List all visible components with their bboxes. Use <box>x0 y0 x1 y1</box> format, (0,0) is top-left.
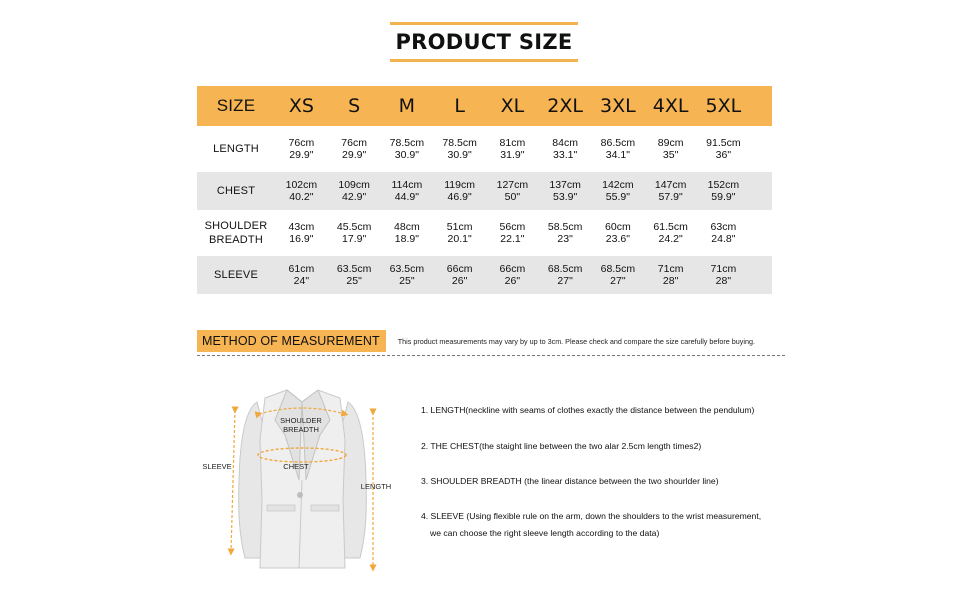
cell-inch: 30.9" <box>394 149 419 161</box>
table-cell <box>592 137 645 161</box>
table-row <box>197 214 772 252</box>
cell-cm: 66cm <box>499 263 526 275</box>
cell-cm: 91.5cm <box>706 137 741 149</box>
jacket-illustration <box>195 380 410 590</box>
table-cell <box>381 221 434 245</box>
size-4xl: 4XL <box>652 95 689 117</box>
table-cell <box>328 179 381 203</box>
shoulder-label-1: SHOULDER <box>280 416 322 425</box>
dashed-divider <box>197 355 785 356</box>
cell-inch: 42.9" <box>342 191 367 203</box>
table-cell <box>486 137 539 161</box>
cell-cm: 76cm <box>341 137 367 149</box>
cell-cm: 43cm <box>288 221 315 233</box>
table-cell <box>539 179 592 203</box>
cell-cm: 78.5cm <box>389 137 425 149</box>
cell-cm: 71cm <box>710 263 737 275</box>
table-cell <box>539 137 592 161</box>
size-label: SIZE <box>216 96 256 115</box>
table-cell <box>486 263 539 287</box>
method-note: This product measurements may vary by up to 3cm. Please check and compare the size carefully before buying. <box>397 336 755 346</box>
table-cell <box>275 263 328 287</box>
cell-cm: 86.5cm <box>600 137 636 149</box>
table-cell <box>433 137 486 161</box>
table-cell <box>644 221 697 245</box>
cell-inch: 50" <box>504 191 521 203</box>
cell-inch: 25" <box>346 275 362 287</box>
cell-cm: 66cm <box>446 263 473 275</box>
cell-inch: 34.1" <box>605 149 630 161</box>
cell-inch: 55.9" <box>605 191 630 203</box>
shoulder-label-2: BREADTH <box>283 425 319 434</box>
table-cell <box>644 179 697 203</box>
cell-inch: 16.9" <box>289 233 314 245</box>
cell-inch: 24.8" <box>711 233 736 245</box>
cell-cm: 58.5cm <box>547 221 583 233</box>
size-5xl: 5XL <box>705 95 742 117</box>
cell-inch: 30.9" <box>447 149 472 161</box>
table-row <box>197 256 772 294</box>
cell-inch: 24.2" <box>658 233 683 245</box>
table-cell <box>275 179 328 203</box>
cell-cm: 127cm <box>496 179 529 191</box>
step-shoulder: 3. SHOULDER BREADTH (the linear distance between the two shourlder line) <box>421 476 719 486</box>
cell-inch: 26" <box>504 275 521 287</box>
table-cell <box>433 221 486 245</box>
size-m: M <box>398 95 416 117</box>
cell-cm: 63cm <box>710 221 737 233</box>
cell-inch: 35" <box>662 149 679 161</box>
cell-cm: 51cm <box>446 221 473 233</box>
cell-inch: 27" <box>610 275 626 287</box>
chest-label: CHEST <box>283 462 309 471</box>
cell-inch: 46.9" <box>447 191 472 203</box>
cell-cm: 114cm <box>391 179 423 191</box>
cell-inch: 28" <box>715 275 732 287</box>
cell-cm: 84cm <box>552 137 578 149</box>
cell-inch: 23.6" <box>605 233 630 245</box>
table-cell <box>381 263 434 287</box>
cell-cm: 152cm <box>707 179 740 191</box>
size-xl: XL <box>500 95 525 117</box>
cell-inch: 40.2" <box>289 191 314 203</box>
size-table <box>197 86 772 294</box>
cell-cm: 48cm <box>394 221 420 233</box>
table-cell <box>697 221 750 245</box>
page-title: PRODUCT SIZE <box>395 30 573 54</box>
cell-inch: 57.9" <box>658 191 683 203</box>
length-label: LENGTH <box>360 482 392 491</box>
cell-inch: 33.1" <box>553 149 578 161</box>
size-2xl: 2XL <box>547 95 583 117</box>
sleeve-label: SLEEVE <box>202 462 232 471</box>
cell-cm: 63.5cm <box>389 263 425 275</box>
table-cell <box>697 179 750 203</box>
jacket-diagram <box>195 380 410 590</box>
cell-inch: 29.9" <box>289 149 314 161</box>
step-sleeve-cont: we can choose the right sleeve length according to the data) <box>430 528 660 538</box>
cell-inch: 24" <box>293 275 310 287</box>
cell-inch: 27" <box>557 275 573 287</box>
cell-inch: 23" <box>557 233 573 245</box>
cell-cm: 71cm <box>657 263 684 275</box>
table-cell <box>539 263 592 287</box>
table-row <box>197 130 772 168</box>
table-cell <box>328 263 381 287</box>
cell-cm: 56cm <box>499 221 526 233</box>
cell-inch: 44.9" <box>394 191 419 203</box>
page-title-frame <box>390 22 578 62</box>
row-label-line: BREADTH <box>209 234 263 246</box>
size-s: S <box>348 95 361 117</box>
cell-inch: 59.9" <box>711 191 736 203</box>
row-label-line: SHOULDER <box>204 220 268 232</box>
cell-inch: 28" <box>662 275 679 287</box>
cell-cm: 81cm <box>499 137 526 149</box>
row-label <box>197 219 275 247</box>
cell-cm: 142cm <box>602 179 634 191</box>
step-length: 1. LENGTH(neckline with seams of clothes exactly the distance between the pendulum) <box>421 405 755 415</box>
cell-inch: 22.1" <box>500 233 525 245</box>
cell-inch: 25" <box>399 275 415 287</box>
cell-inch: 53.9" <box>553 191 578 203</box>
cell-cm: 137cm <box>549 179 581 191</box>
cell-cm: 68.5cm <box>600 263 636 275</box>
cell-inch: 17.9" <box>342 233 367 245</box>
cell-cm: 89cm <box>657 137 684 149</box>
table-cell <box>697 137 750 161</box>
cell-cm: 61.5cm <box>653 221 688 233</box>
cell-inch: 31.9" <box>500 149 525 161</box>
cell-inch: 20.1" <box>447 233 472 245</box>
cell-cm: 45.5cm <box>336 221 372 233</box>
size-l: L <box>454 95 465 117</box>
step-sleeve: 4. SLEEVE (Using flexible rule on the arm, down the shoulders to the wrist measurement, <box>421 511 762 521</box>
table-cell <box>381 179 434 203</box>
row-label: CHEST <box>216 185 256 197</box>
cell-cm: 63.5cm <box>336 263 372 275</box>
cell-cm: 147cm <box>654 179 687 191</box>
table-cell <box>592 179 645 203</box>
cell-cm: 61cm <box>288 263 315 275</box>
method-header <box>197 330 755 352</box>
table-cell <box>592 263 645 287</box>
cell-cm: 60cm <box>605 221 631 233</box>
table-cell <box>644 263 697 287</box>
cell-cm: 119cm <box>444 179 475 191</box>
table-cell <box>592 221 645 245</box>
row-label: SLEEVE <box>213 269 258 281</box>
cell-inch: 18.9" <box>394 233 419 245</box>
table-cell <box>539 221 592 245</box>
table-cell <box>328 137 381 161</box>
cell-inch: 36" <box>715 149 732 161</box>
method-heading: METHOD OF MEASUREMENT <box>197 330 386 352</box>
cell-cm: 68.5cm <box>547 263 583 275</box>
table-cell <box>486 179 539 203</box>
size-header-row <box>197 86 772 126</box>
table-cell <box>328 221 381 245</box>
table-cell <box>644 137 697 161</box>
row-label: LENGTH <box>213 143 259 155</box>
table-row <box>197 172 772 210</box>
cell-cm: 78.5cm <box>442 137 477 149</box>
size-3xl: 3XL <box>600 95 636 117</box>
table-cell <box>381 137 434 161</box>
table-cell <box>486 221 539 245</box>
cell-inch: 29.9" <box>342 149 367 161</box>
cell-cm: 102cm <box>285 179 318 191</box>
table-cell <box>275 221 328 245</box>
cell-cm: 109cm <box>338 179 370 191</box>
table-cell <box>433 263 486 287</box>
cell-inch: 26" <box>451 275 468 287</box>
step-chest: 2. THE CHEST(the staight line between the two alar 2.5cm length times2) <box>421 441 702 451</box>
cell-cm: 76cm <box>288 137 315 149</box>
table-cell <box>433 179 486 203</box>
table-cell <box>697 263 750 287</box>
table-cell <box>275 137 328 161</box>
size-xs: XS <box>288 95 314 117</box>
